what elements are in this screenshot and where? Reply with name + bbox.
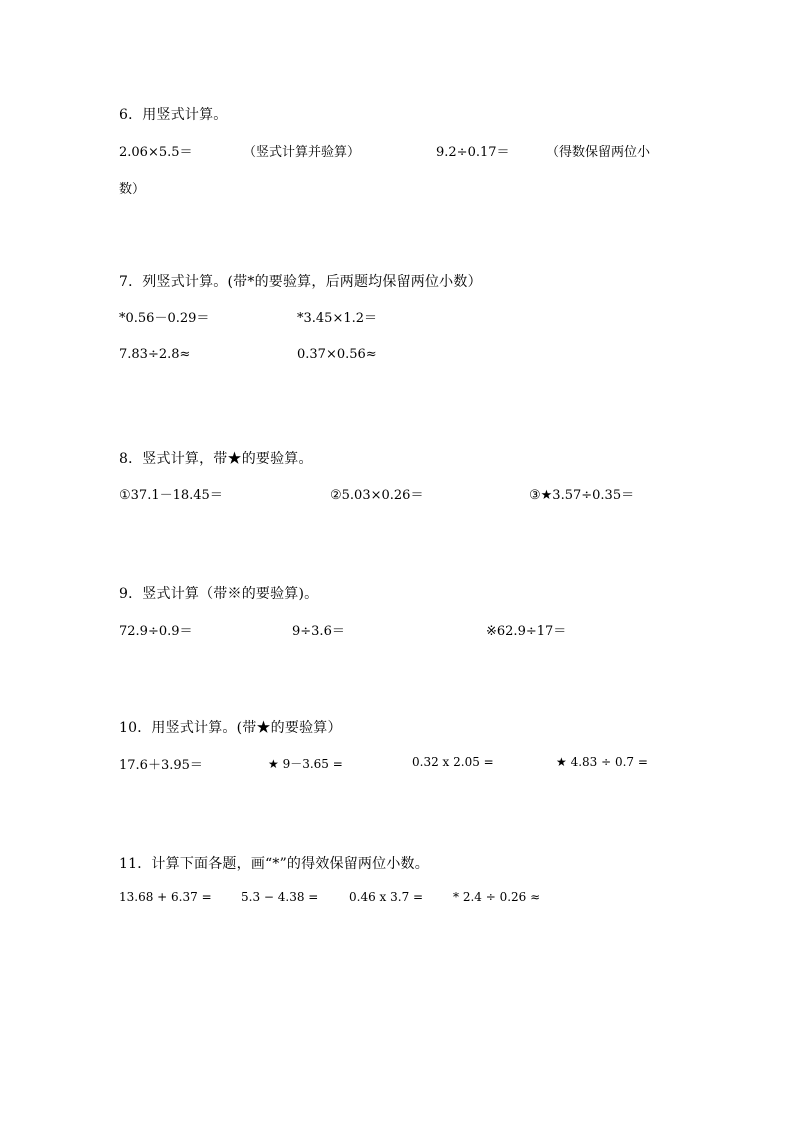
q11-item-2: 5.3 − 4.38 =: [241, 890, 319, 904]
q7-item-1: *0.56－0.29＝: [119, 311, 210, 326]
q11-item-3: 0.46 x 3.7 =: [349, 890, 424, 904]
q10-item-3: 0.32 x 2.05 =: [412, 755, 494, 769]
q9-item-2: 9÷3.6＝: [292, 624, 345, 639]
q8-title: 8．竖式计算，带★的要验算。: [119, 451, 313, 467]
q11-title: 11．计算下面各题，画“*”的得效保留两位小数。: [119, 856, 429, 872]
q7-title: 7．列竖式计算。(带*的要验算，后两题均保留两位小数）: [119, 274, 482, 290]
q9-item-3: ※62.9÷17＝: [486, 624, 567, 639]
q10-item-2: ★ 9－3.65 =: [268, 757, 343, 771]
q11-item-4: * 2.4 ÷ 0.26 ≈: [453, 890, 541, 904]
q7-item-4: 0.37×0.56≈: [297, 347, 377, 362]
q11-item-1: 13.68 + 6.37 =: [119, 890, 212, 904]
q8-item-1: ①37.1－18.45＝: [119, 488, 223, 503]
q9-item-1: 72.9÷0.9＝: [119, 624, 193, 639]
q6-note-1: （竖式计算并验算）: [243, 145, 361, 160]
q6-item-2: 9.2÷0.17＝: [436, 145, 510, 160]
q8-item-3: ③★3.57÷0.35＝: [529, 488, 635, 503]
q10-title: 10．用竖式计算。(带★的要验算）: [119, 720, 342, 736]
q6-note-2-continued: 数）: [119, 182, 146, 197]
q6-note-2: （得数保留两位小: [546, 145, 651, 160]
q7-item-3: 7.83÷2.8≈: [119, 347, 191, 362]
q6-item-1: 2.06×5.5＝: [119, 145, 193, 160]
q7-item-2: *3.45×1.2＝: [297, 311, 378, 326]
q10-item-4: ★ 4.83 ÷ 0.7 =: [556, 755, 648, 769]
q8-item-2: ②5.03×0.26＝: [330, 488, 424, 503]
q9-title: 9．竖式计算（带※的要验算)。: [119, 586, 319, 602]
q10-item-1: 17.6＋3.95＝: [119, 758, 203, 773]
q6-title: 6．用竖式计算。: [119, 107, 228, 123]
